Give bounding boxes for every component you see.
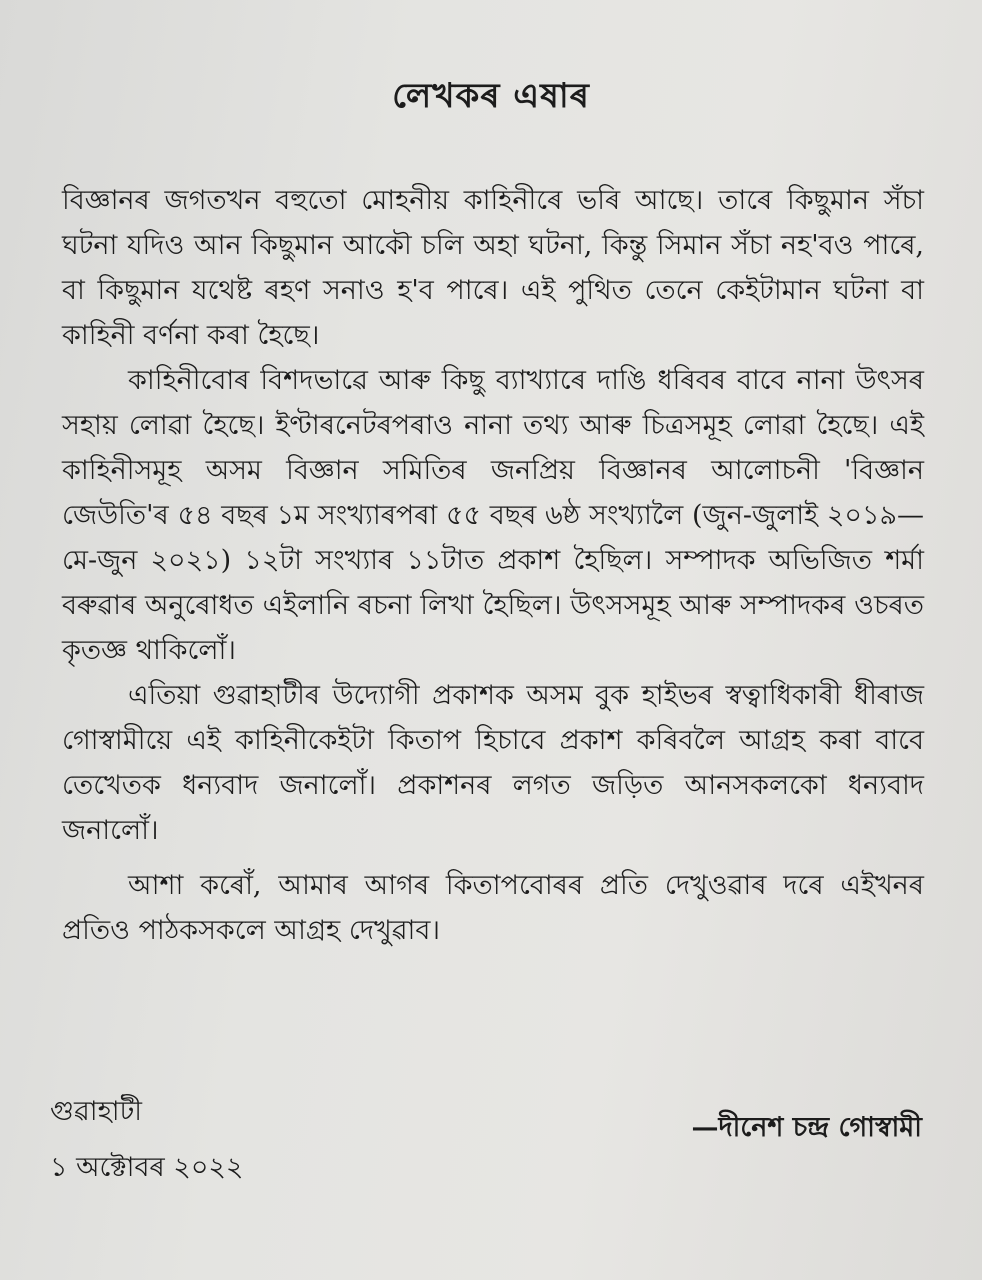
signature-date: ১ অক্টোবৰ ২০২২ bbox=[50, 1152, 244, 1183]
preface-body bbox=[62, 178, 924, 953]
signature-author: —দীনেশ চন্দ্ৰ গোস্বামী bbox=[691, 1112, 922, 1143]
page-title: লেখকৰ এষাৰ bbox=[392, 76, 590, 116]
paragraph-1: বিজ্ঞানৰ জগতখন বহুতো মোহনীয় কাহিনীৰে ভৰি আছে। তাৰে কিছুমান সঁচা ঘটনা যদিও আন কিছুমান আকৌ চলি অহা ঘটনা, কিন্তু সিমান সঁচা নহ'বও পাৰে, বা কিছুমান যথেষ্ট ৰহণ সনাও হ'ব পাৰে। এই পুথিত তেনে কেইটামান ঘটনা বা কাহিনী বৰ্ণনা কৰা হৈছে। bbox=[62, 185, 924, 351]
paragraph-3: এতিয়া গুৱাহাটীৰ উদ্যোগী প্ৰকাশক অসম বুক হাইভৰ স্বত্বাধিকাৰী ধীৰাজ গোস্বামীয়ে এই কাহিনীকেইটা কিতাপ হিচাবে প্ৰকাশ কৰিবলৈ আগ্ৰহ কৰা বাবে তেখেতক ধন্যবাদ জনালোঁ। প্ৰকাশনৰ লগত জড়িত আনসকলকো ধন্যবাদ জনালোঁ। bbox=[62, 680, 924, 846]
signature-place: গুৱাহাটী bbox=[50, 1096, 143, 1127]
paragraph-4: আশা কৰোঁ, আমাৰ আগৰ কিতাপবোৰৰ প্ৰতি দেখুওৱাৰ দৰে এইখনৰ প্ৰতিও পাঠকসকলে আগ্ৰহ দেখুৱাব। bbox=[62, 870, 924, 946]
paragraph-2: কাহিনীবোৰ বিশদভাৱে আৰু কিছু ব্যাখ্যাৰে দাঙি ধৰিবৰ বাবে নানা উৎসৰ সহায় লোৱা হৈছে। ইণ্টাৰনেটৰপৰাও নানা তথ্য আৰু চিত্ৰসমূহ লোৱা হৈছে। এই কাহিনীসমূহ অসম বিজ্ঞান সমিতিৰ জনপ্ৰিয় বিজ্ঞানৰ আলোচনী 'বিজ্ঞান জেউতি'ৰ ৫৪ বছৰ ১ম সংখ্যাৰপৰা ৫৫ বছৰ ৬ষ্ঠ সংখ্যালৈ (জুন-জুলাই ২০১৯—মে-জুন ২০২১) ১২টা সংখ্যাৰ ১১টাত প্ৰকাশ হৈছিল। সম্পাদক অভিজিত শৰ্মা বৰুৱাৰ অনুৰোধত এইলানি ৰচনা লিখা হৈছিল। উৎসসমূহ আৰু সম্পাদকৰ ওচৰত কৃতজ্ঞ থাকিলোঁ। bbox=[62, 365, 924, 666]
